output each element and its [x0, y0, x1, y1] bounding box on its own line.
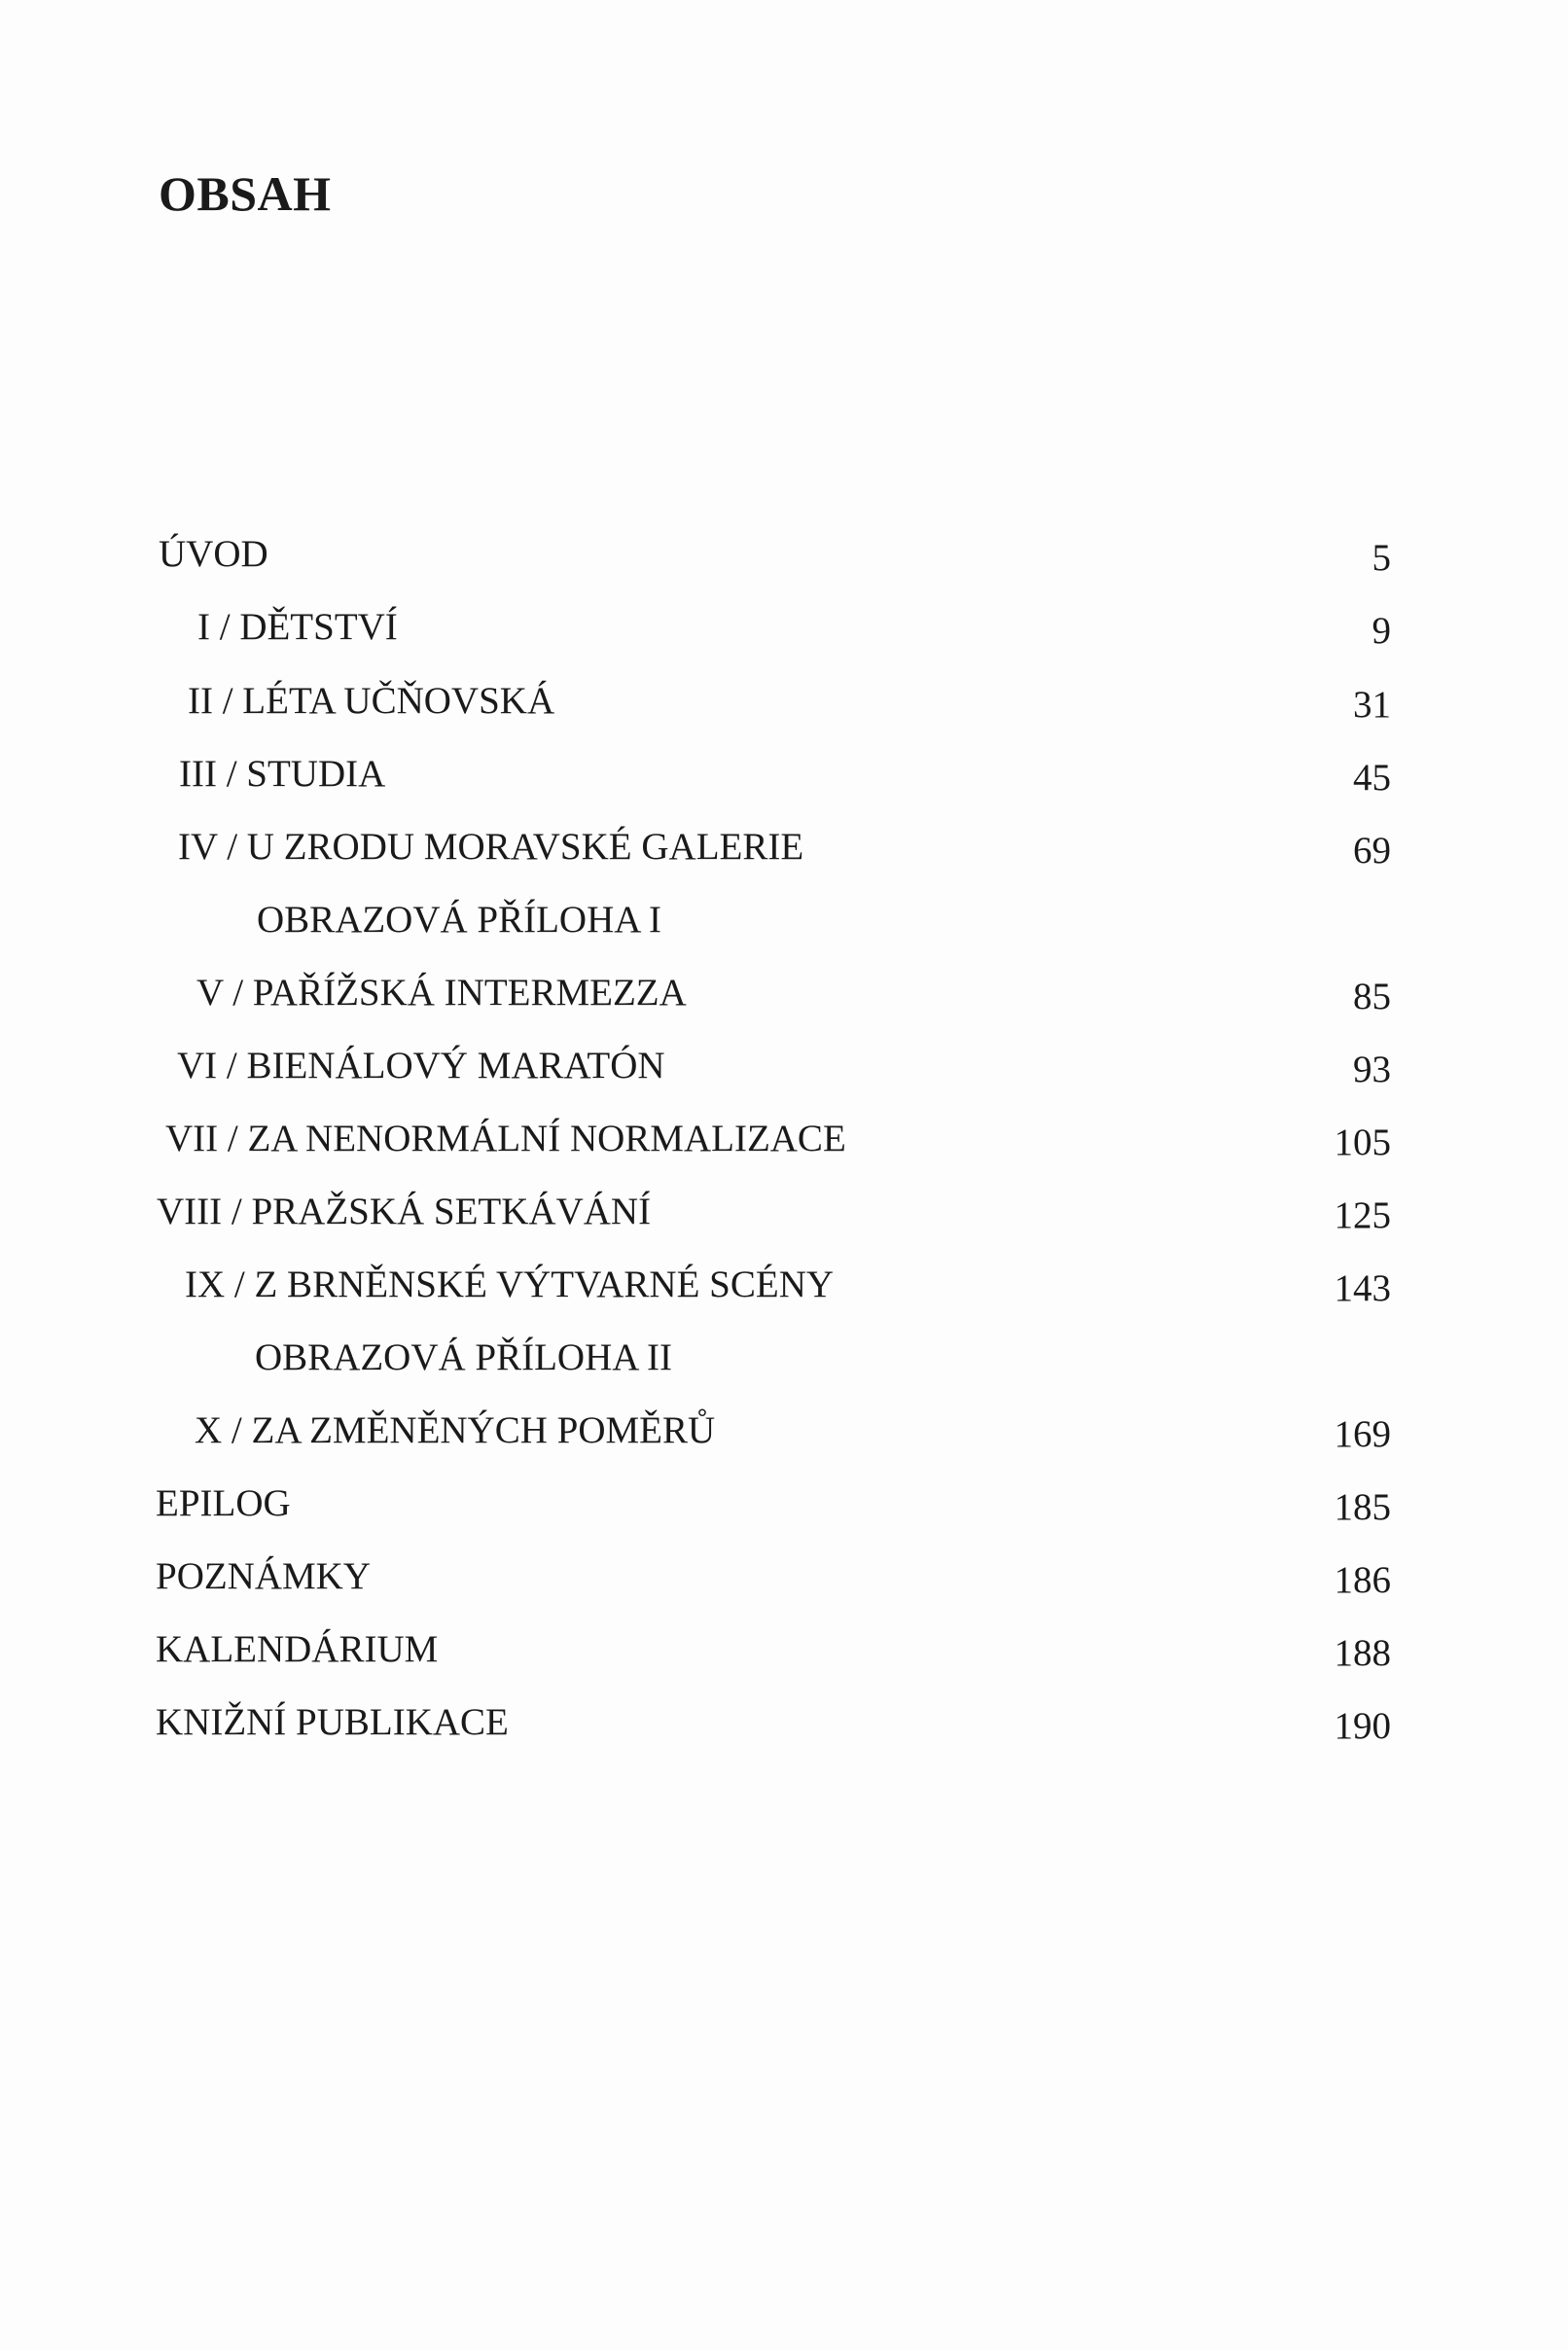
toc-entry-chapter-4[interactable]	[0, 823, 1568, 872]
toc-entry-label: I / DĚTSTVÍ	[197, 606, 398, 648]
toc-entry-label: X / ZA ZMĚNĚNÝCH POMĚRŮ	[195, 1409, 716, 1451]
toc-entry-chapter-8[interactable]	[0, 1188, 1568, 1236]
toc-entry-chapter-5[interactable]	[0, 969, 1568, 1017]
toc-entry-label: POZNÁMKY	[156, 1555, 372, 1597]
toc-entry-page: 143	[1334, 1267, 1391, 1309]
toc-entry-page: 5	[1372, 537, 1391, 579]
toc-entry-epilog[interactable]	[0, 1479, 1568, 1528]
toc-entry-poznamky[interactable]	[0, 1552, 1568, 1601]
toc-entry-page: 85	[1353, 976, 1391, 1017]
toc-entry-page: 69	[1353, 830, 1391, 872]
toc-entry-chapter-6[interactable]	[0, 1042, 1568, 1090]
toc-entry-label: IV / U ZRODU MORAVSKÉ GALERIE	[178, 826, 804, 868]
toc-entry-page: 190	[1334, 1705, 1391, 1747]
toc-entry-page: 105	[1334, 1122, 1391, 1163]
toc-entry-label: VIII / PRAŽSKÁ SETKÁVÁNÍ	[157, 1191, 652, 1232]
toc-entry-chapter-1[interactable]	[0, 603, 1568, 652]
toc-entry-label: ÚVOD	[159, 533, 268, 575]
toc-entry-label: OBRAZOVÁ PŘÍLOHA I	[257, 899, 662, 941]
toc-entry-chapter-10[interactable]	[0, 1406, 1568, 1455]
toc-entry-label: VI / BIENÁLOVÝ MARATÓN	[177, 1045, 665, 1086]
toc-entry-page: 125	[1334, 1194, 1391, 1236]
toc-entry-page: 31	[1353, 684, 1391, 726]
toc-entry-chapter-3[interactable]	[0, 750, 1568, 799]
toc-entry-page: 169	[1334, 1413, 1391, 1455]
toc-entry-label: V / PAŘÍŽSKÁ INTERMEZZA	[196, 972, 687, 1014]
toc-entry-page: 9	[1372, 610, 1391, 652]
toc-entry-label: VII / ZA NENORMÁLNÍ NORMALIZACE	[165, 1118, 846, 1159]
toc-entry-image-appendix-1[interactable]	[0, 896, 1568, 944]
toc-entry-page: 186	[1334, 1559, 1391, 1601]
toc-entry-kalendarium[interactable]	[0, 1625, 1568, 1674]
toc-entry-label: II / LÉTA UČŇOVSKÁ	[188, 680, 555, 722]
page-title: OBSAH	[159, 165, 332, 221]
toc-entry-label: EPILOG	[156, 1482, 291, 1524]
toc-entry-label: IX / Z BRNĚNSKÉ VÝTVARNÉ SCÉNY	[185, 1264, 835, 1305]
toc-entry-image-appendix-2[interactable]	[0, 1334, 1568, 1382]
toc-entry-label: KALENDÁRIUM	[156, 1628, 439, 1670]
toc-entry-uvod[interactable]	[0, 530, 1568, 579]
toc-entry-knizni-publikace[interactable]	[0, 1698, 1568, 1747]
toc-entry-chapter-9[interactable]	[0, 1261, 1568, 1309]
toc-entry-chapter-7[interactable]	[0, 1115, 1568, 1163]
toc-entry-page: 188	[1334, 1632, 1391, 1674]
toc-entry-page: 185	[1334, 1486, 1391, 1528]
toc-entry-label: III / STUDIA	[179, 753, 386, 795]
toc-entry-page: 45	[1353, 757, 1391, 799]
toc-entry-chapter-2[interactable]	[0, 677, 1568, 726]
toc-entry-label: KNIŽNÍ PUBLIKACE	[156, 1701, 509, 1743]
toc-entry-page: 93	[1353, 1049, 1391, 1090]
toc-entry-label: OBRAZOVÁ PŘÍLOHA II	[255, 1336, 672, 1378]
